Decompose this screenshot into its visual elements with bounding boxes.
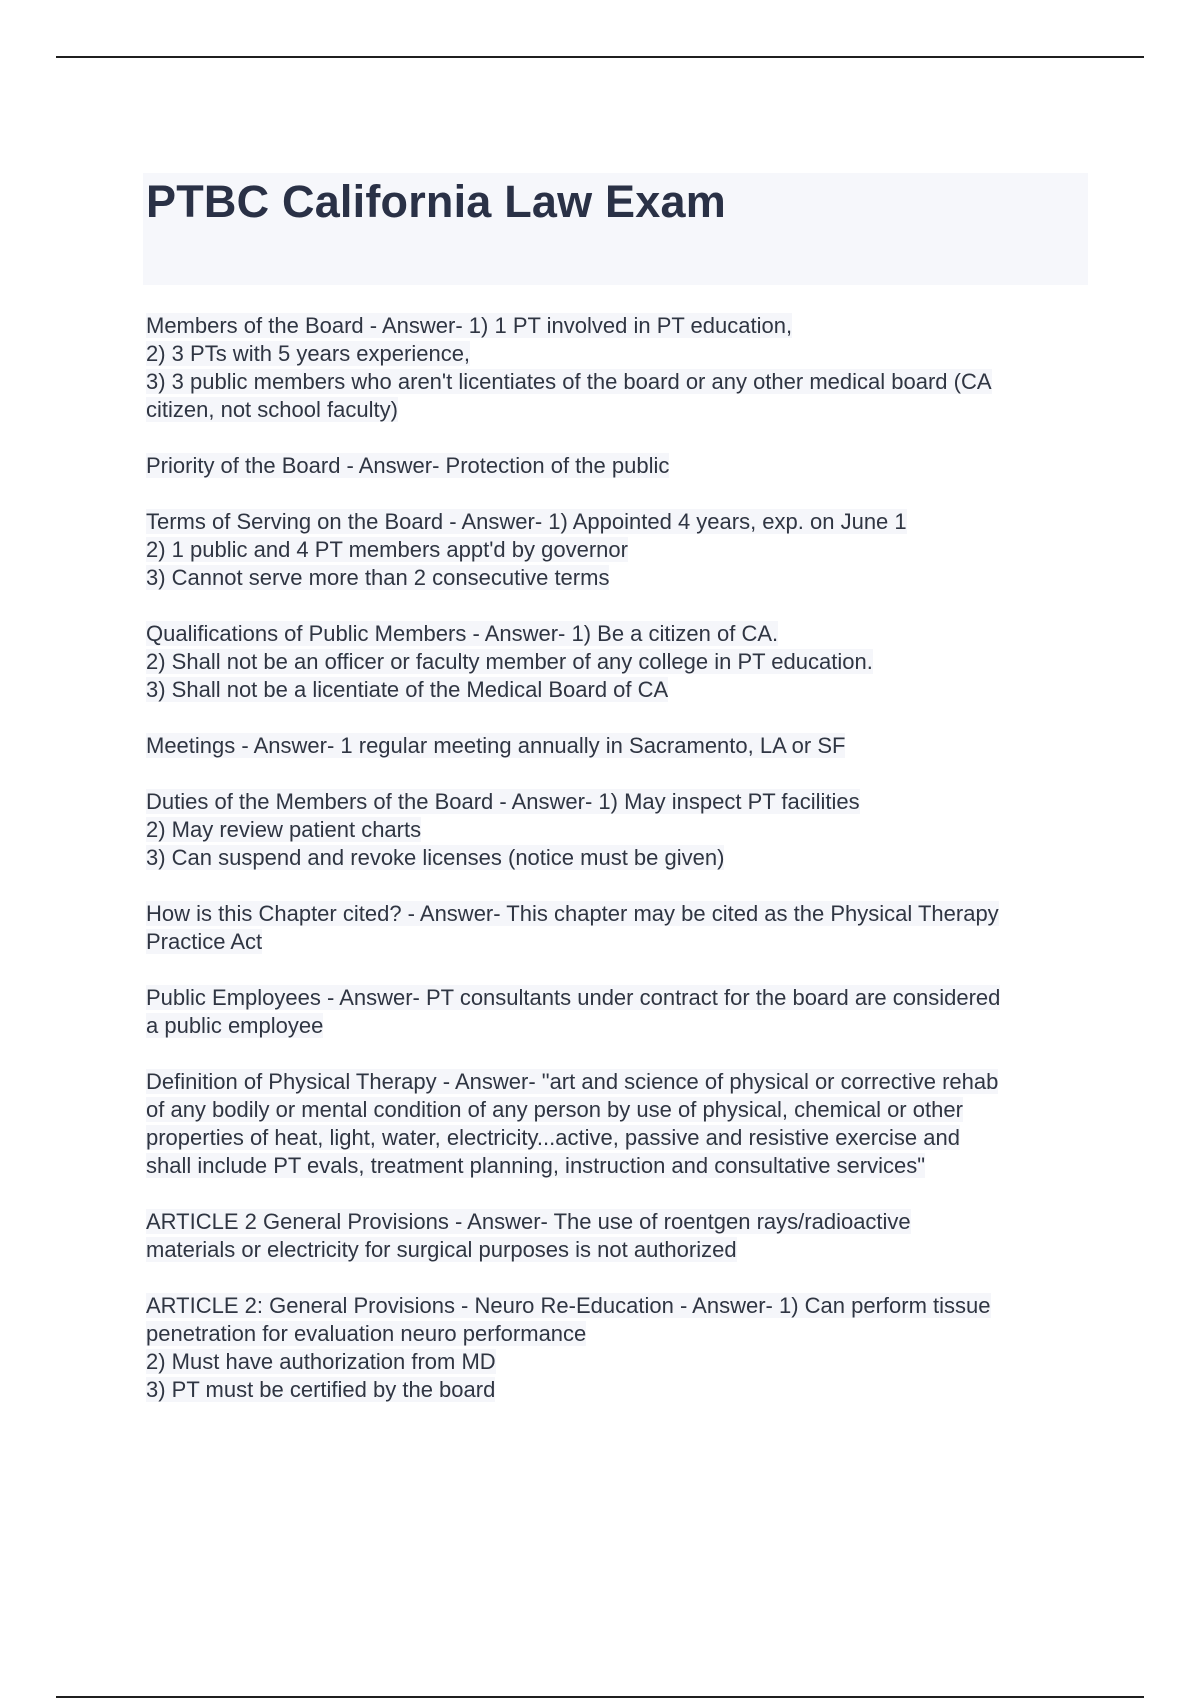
- qa-line: 2) Must have authorization from MD: [146, 1349, 496, 1374]
- qa-entry: [146, 620, 1096, 704]
- qa-line: Public Employees - Answer- PT consultants under contract for the board are considered: [146, 985, 1001, 1010]
- qa-line: 2) 1 public and 4 PT members appt'd by governor: [146, 537, 628, 562]
- qa-line: 2) Shall not be an officer or faculty member of any college in PT education.: [146, 649, 873, 674]
- qa-entry: [146, 1208, 1096, 1264]
- qa-entry: [146, 1068, 1096, 1180]
- qa-line: How is this Chapter cited? - Answer- This chapter may be cited as the Physical Therapy: [146, 901, 999, 926]
- qa-entry: [146, 732, 1096, 760]
- qa-entry: [146, 312, 1096, 424]
- qa-line: citizen, not school faculty): [146, 397, 398, 422]
- qa-line: Definition of Physical Therapy - Answer- "art and science of physical or corrective rehab: [146, 1069, 999, 1094]
- qa-line: 3) PT must be certified by the board: [146, 1377, 496, 1402]
- qa-line: 3) Can suspend and revoke licenses (notice must be given): [146, 845, 725, 870]
- qa-line: Duties of the Members of the Board - Answer- 1) May inspect PT facilities: [146, 789, 860, 814]
- qa-line: materials or electricity for surgical purposes is not authorized: [146, 1237, 737, 1262]
- page-title: PTBC California Law Exam: [146, 176, 726, 227]
- qa-line: ARTICLE 2 General Provisions - Answer- The use of roentgen rays/radioactive: [146, 1209, 911, 1234]
- qa-line: shall include PT evals, treatment planning, instruction and consultative services": [146, 1153, 926, 1178]
- qa-entry: [146, 452, 1096, 480]
- qa-line: Members of the Board - Answer- 1) 1 PT involved in PT education,: [146, 313, 793, 338]
- top-rule: [56, 56, 1144, 58]
- qa-line: Priority of the Board - Answer- Protection of the public: [146, 453, 670, 478]
- qa-line: Practice Act: [146, 929, 263, 954]
- qa-line: 2) 3 PTs with 5 years experience,: [146, 341, 471, 366]
- qa-line: 3) Cannot serve more than 2 consecutive terms: [146, 565, 610, 590]
- qa-line: 3) Shall not be a licentiate of the Medical Board of CA: [146, 677, 669, 702]
- qa-line: penetration for evaluation neuro performance: [146, 1321, 587, 1346]
- qa-line: a public employee: [146, 1013, 324, 1038]
- qa-line: properties of heat, light, water, electricity...active, passive and resistive exercise and: [146, 1125, 960, 1150]
- qa-line: ARTICLE 2: General Provisions - Neuro Re-Education - Answer- 1) Can perform tissue: [146, 1293, 991, 1318]
- qa-entry: [146, 508, 1096, 592]
- qa-line: 3) 3 public members who aren't licentiates of the board or any other medical board (CA: [146, 369, 992, 394]
- qa-entry: [146, 900, 1096, 956]
- qa-line: 2) May review patient charts: [146, 817, 422, 842]
- qa-list: [146, 312, 1096, 1432]
- bottom-rule: [56, 1696, 1144, 1698]
- qa-line: of any bodily or mental condition of any person by use of physical, chemical or other: [146, 1097, 963, 1122]
- qa-entry: [146, 1292, 1096, 1404]
- qa-line: Qualifications of Public Members - Answer- 1) Be a citizen of CA.: [146, 621, 779, 646]
- qa-line: Terms of Serving on the Board - Answer- 1) Appointed 4 years, exp. on June 1: [146, 509, 907, 534]
- qa-entry: [146, 984, 1096, 1040]
- qa-entry: [146, 788, 1096, 872]
- qa-line: Meetings - Answer- 1 regular meeting annually in Sacramento, LA or SF: [146, 733, 846, 758]
